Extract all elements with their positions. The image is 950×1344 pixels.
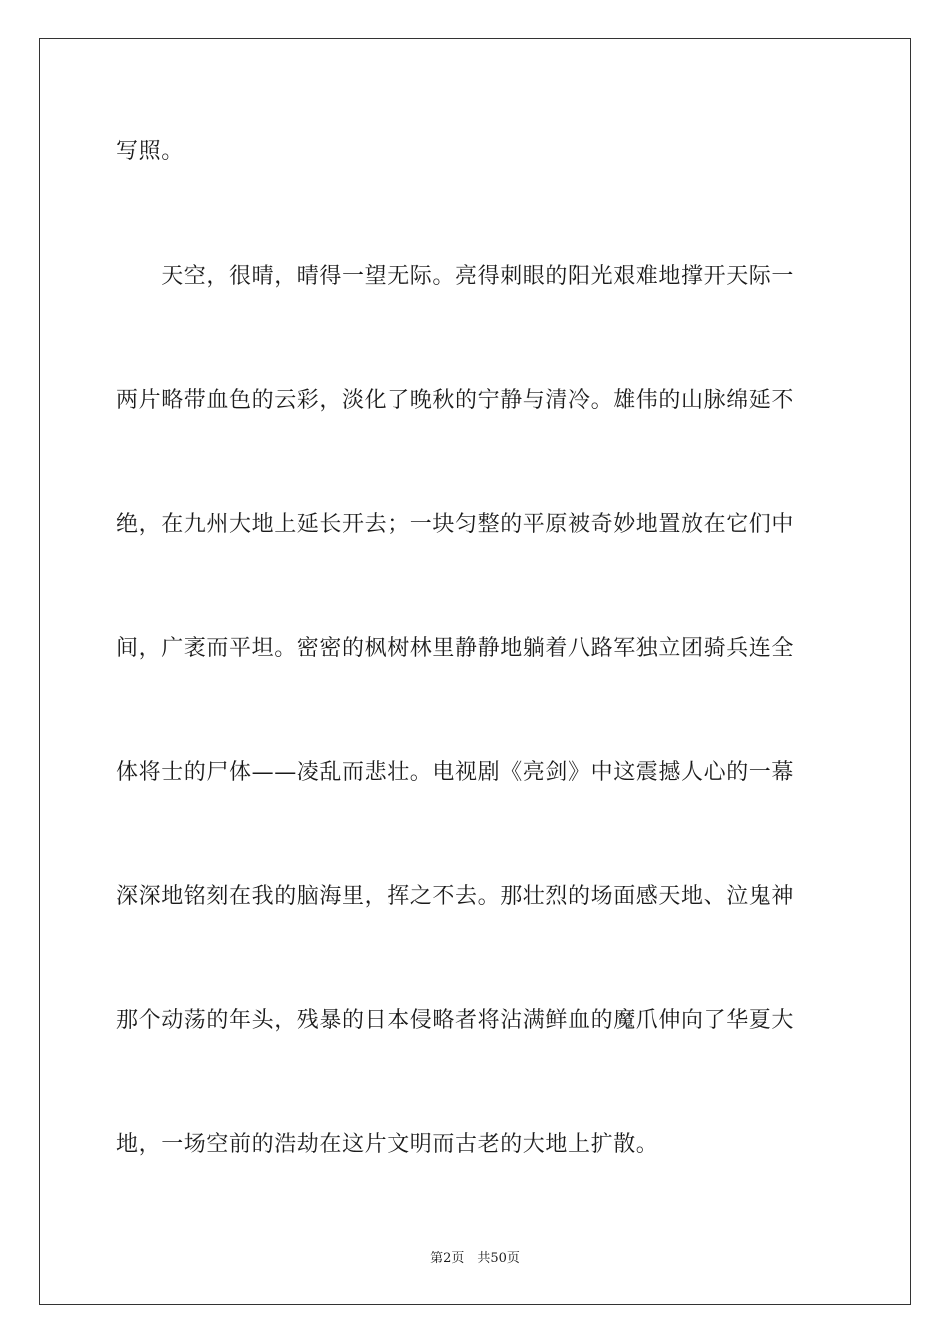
text-line: 间，广袤而平坦。密密的枫树林里静静地躺着八路军独立团骑兵连全 xyxy=(116,636,795,661)
page-number-footer: 第2页 共50页 xyxy=(430,1251,520,1266)
page-border xyxy=(39,38,911,1305)
text-line: 写照。 xyxy=(116,139,184,164)
text-line: 天空，很晴，晴得一望无际。亮得刺眼的阳光艰难地撑开天际一 xyxy=(116,264,795,289)
text-line: 深深地铭刻在我的脑海里，挥之不去。那壮烈的场面感天地、泣鬼神 xyxy=(116,884,795,909)
text-line: 那个动荡的年头，残暴的日本侵略者将沾满鲜血的魔爪伸向了华夏大 xyxy=(116,1008,795,1033)
text-line: 地，一场空前的浩劫在这片文明而古老的大地上扩散。 xyxy=(116,1132,659,1157)
text-line: 两片略带血色的云彩，淡化了晚秋的宁静与清冷。雄伟的山脉绵延不 xyxy=(116,388,795,413)
text-line: 绝，在九州大地上延长开去；一块匀整的平原被奇妙地置放在它们中 xyxy=(116,512,795,537)
text-line: 体将士的尸体——凌乱而悲壮。电视剧《亮剑》中这震撼人心的一幕 xyxy=(116,760,795,785)
